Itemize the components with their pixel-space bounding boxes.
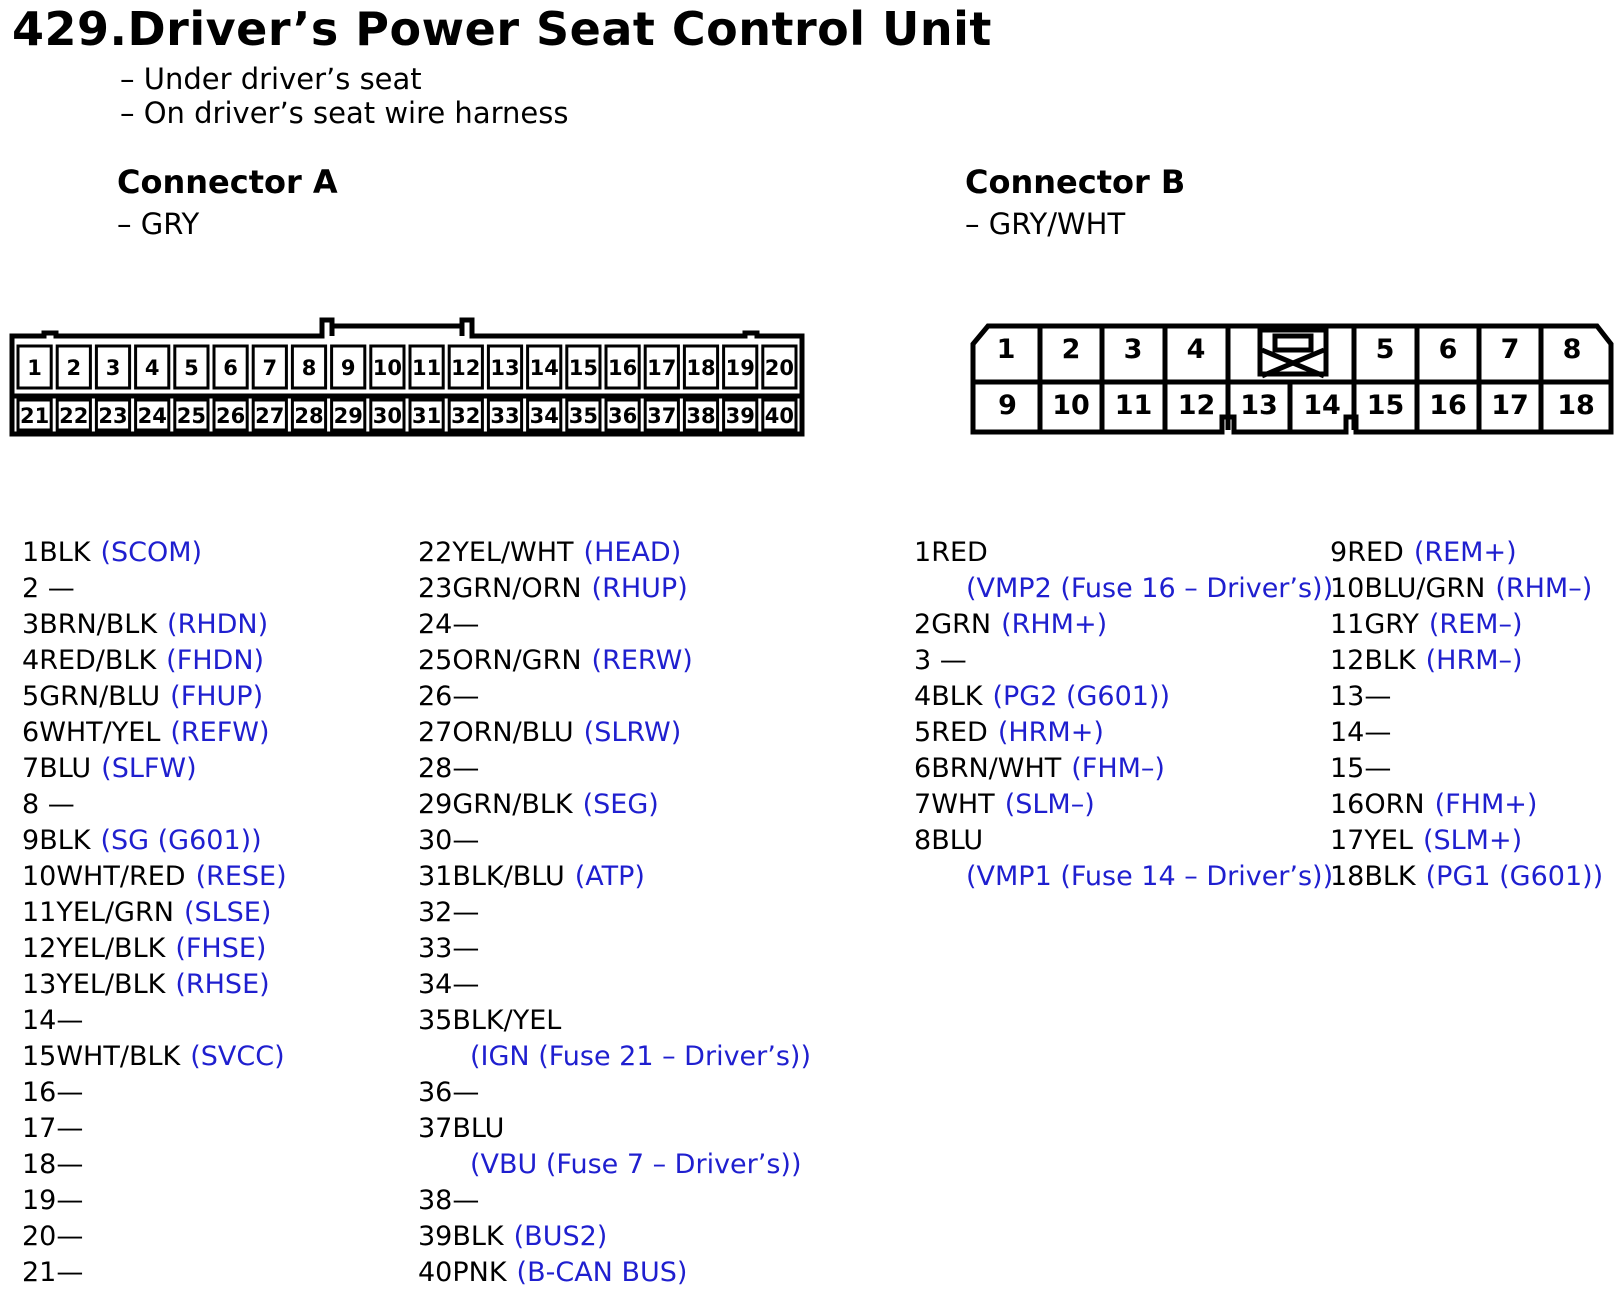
pin-row [418, 1003, 811, 1039]
pin-row [418, 787, 811, 823]
signal-name: (VBU (Fuse 7 – Driver’s)) [470, 1149, 802, 1180]
signal-name: (SLFW) [101, 753, 197, 784]
signal-name: (PG2 (G601)) [992, 681, 1171, 712]
pin-row [418, 535, 811, 571]
pin-row [1330, 679, 1603, 715]
pin-number: 22 [418, 537, 453, 568]
pin-number: 1 [22, 537, 40, 568]
pin-number: 30 [418, 825, 453, 856]
wire-color: BLK [1364, 861, 1416, 892]
pin-number: 8 [22, 789, 40, 820]
pin-row [22, 1219, 287, 1255]
pin-row [418, 931, 811, 967]
pin-row [22, 1075, 287, 1111]
wire-color: BLK [1364, 645, 1416, 676]
location-line: – Under driver’s seat [120, 62, 422, 96]
signal-name: (BUS2) [513, 1221, 608, 1252]
wire-color: RED [931, 717, 988, 748]
connector-b-color: – GRY/WHT [965, 207, 1126, 241]
pin-row [22, 895, 287, 931]
wire-color: — [1364, 753, 1392, 784]
pin-row [1330, 859, 1603, 895]
pin-row [418, 823, 811, 859]
wire-color: BLU [452, 1113, 505, 1144]
signal-name: (B-CAN BUS) [516, 1257, 688, 1288]
signal-name: (IGN (Fuse 21 – Driver’s)) [470, 1041, 811, 1072]
connector-b-title: Connector B [965, 163, 1186, 201]
wire-color: — [452, 753, 480, 784]
connector-a-pin-label: 23 [98, 404, 128, 428]
pin-number: 11 [1330, 609, 1365, 640]
pin-row [418, 967, 811, 1003]
wire-color: — [56, 1185, 84, 1216]
signal-name: (SEG) [582, 789, 659, 820]
connector-a-pin-label: 12 [451, 356, 481, 380]
pin-number: 36 [418, 1077, 453, 1108]
connector-b-pin-label: 15 [1366, 390, 1405, 421]
pin-row [914, 679, 1333, 715]
connector-b-pin-label: 16 [1429, 390, 1467, 421]
connector-a-pin-label: 16 [607, 356, 638, 380]
pin-row [418, 751, 811, 787]
pin-number: 6 [22, 717, 40, 748]
connector-a-pin-label: 6 [223, 356, 238, 380]
signal-name: (VMP1 (Fuse 14 – Driver’s)) [966, 861, 1334, 892]
wire-color: BLK [39, 537, 91, 568]
pin-row [22, 715, 287, 751]
connector-b-pin-label: 3 [1123, 334, 1143, 365]
wire-color: — [56, 1005, 84, 1036]
connector-a-pin-label: 2 [66, 356, 82, 380]
connector-b-pin-label: 8 [1562, 334, 1582, 365]
pin-row [418, 1255, 811, 1291]
pin-row [1330, 643, 1603, 679]
wire-color: BLK/BLU [452, 861, 565, 892]
connector-a-pin-label: 37 [647, 404, 677, 428]
wire-color: — [56, 1221, 84, 1252]
pin-list-connector-b-2 [1330, 535, 1603, 895]
connector-a-pin-label: 3 [105, 356, 121, 380]
connector-b-pin-label: 5 [1375, 334, 1395, 365]
connector-b-blocked-cavity [1275, 336, 1311, 350]
wire-color: — [452, 1077, 480, 1108]
pin-number: 8 [914, 825, 932, 856]
signal-name: (SLM–) [1004, 789, 1095, 820]
pin-number: 32 [418, 897, 453, 928]
pin-number: 15 [22, 1041, 57, 1072]
pin-number: 2 [914, 609, 932, 640]
signal-name: (RHDN) [167, 609, 269, 640]
location-line: – On driver’s seat wire harness [120, 96, 569, 130]
signal-name: (SLRW) [583, 717, 682, 748]
pin-row [1330, 787, 1603, 823]
wire-color: RED [931, 537, 988, 568]
pin-row [914, 859, 1333, 895]
wire-color: — [56, 1113, 84, 1144]
pin-number: 18 [1330, 861, 1365, 892]
pin-number: 3 [914, 645, 932, 676]
pin-number: 7 [22, 753, 40, 784]
wire-color: — [452, 897, 480, 928]
wire-color: BLU/GRN [1364, 573, 1486, 604]
pin-number: 12 [22, 933, 57, 964]
pin-row [22, 535, 287, 571]
pin-number: 17 [22, 1113, 57, 1144]
pin-row [22, 571, 287, 607]
wire-color: BLU [931, 825, 984, 856]
connector-a-pin-label: 35 [568, 404, 599, 428]
pin-row [418, 607, 811, 643]
pin-row [418, 1183, 811, 1219]
pin-number: 15 [1330, 753, 1365, 784]
pin-number: 14 [22, 1005, 57, 1036]
wire-color: GRN [931, 609, 992, 640]
wire-color: BLK [39, 825, 91, 856]
signal-name: (FHM–) [1071, 753, 1165, 784]
connector-b-pin-label: 12 [1177, 390, 1216, 421]
pin-row [418, 859, 811, 895]
wire-color: — [1364, 681, 1392, 712]
connector-a-pin-label: 36 [607, 404, 638, 428]
connector-a-pin-label: 39 [725, 404, 755, 428]
wire-color: — [452, 1185, 480, 1216]
pin-number: 3 [22, 609, 40, 640]
signal-name: (SLM+) [1422, 825, 1523, 856]
signal-name: (SLSE) [183, 897, 272, 928]
wire-color: BRN/BLK [39, 609, 158, 640]
pin-number: 13 [22, 969, 57, 1000]
connector-b-pin-label: 4 [1186, 334, 1206, 365]
connector-a-pin-label: 27 [255, 404, 285, 428]
wire-color: — [56, 1257, 84, 1288]
wire-color: — [1364, 717, 1392, 748]
pin-row [1330, 571, 1603, 607]
connector-b-pin-label: 6 [1438, 334, 1458, 365]
wire-color: BRN/WHT [931, 753, 1062, 784]
pin-number: 2 [22, 573, 40, 604]
wire-color: PNK [452, 1257, 507, 1288]
pin-number: 9 [1330, 537, 1348, 568]
connector-a-pin-label: 20 [764, 356, 795, 380]
pin-row [914, 751, 1333, 787]
signal-name: (RERW) [591, 645, 693, 676]
connector-a-pin-label: 33 [490, 404, 520, 428]
pin-row [1330, 751, 1603, 787]
signal-name: (RHSE) [175, 969, 270, 1000]
connector-a-pin-label: 18 [686, 356, 716, 380]
pin-number: 18 [22, 1149, 57, 1180]
connector-a-pin-label: 17 [647, 356, 677, 380]
connector-a-pin-label: 34 [529, 404, 559, 428]
wire-color: WHT/BLK [56, 1041, 181, 1072]
wire-color: YEL [1364, 825, 1413, 856]
connector-b-pin-label: 7 [1500, 334, 1520, 365]
pin-number: 28 [418, 753, 453, 784]
pin-row [22, 607, 287, 643]
pin-row [22, 643, 287, 679]
pin-number: 24 [418, 609, 453, 640]
pin-row [914, 715, 1333, 751]
signal-name: (RESE) [195, 861, 287, 892]
wire-color: — [452, 933, 480, 964]
wire-color: WHT/RED [56, 861, 186, 892]
pin-row [418, 1111, 811, 1147]
pin-number: 11 [22, 897, 57, 928]
pin-row [1330, 823, 1603, 859]
signal-name: (FHUP) [170, 681, 264, 712]
connector-a-pin-label: 4 [144, 356, 160, 380]
pin-row [22, 859, 287, 895]
connector-b-pin-label: 9 [998, 390, 1017, 421]
pin-row [22, 1003, 287, 1039]
pin-number: 16 [1330, 789, 1365, 820]
connector-b-pin-label: 13 [1240, 390, 1278, 421]
pin-row [22, 1147, 287, 1183]
pin-number: 21 [22, 1257, 57, 1288]
wire-color: — [452, 609, 480, 640]
wire-color: YEL/GRN [56, 897, 174, 928]
pin-number: 13 [1330, 681, 1365, 712]
signal-name: (HRM+) [997, 717, 1104, 748]
pin-row [914, 571, 1333, 607]
pin-number: 10 [22, 861, 57, 892]
wire-color: YEL/BLK [56, 933, 166, 964]
signal-name: (FHDN) [166, 645, 265, 676]
pin-row [914, 607, 1333, 643]
signal-name: (FHM+) [1434, 789, 1538, 820]
pin-row [1330, 607, 1603, 643]
pin-number: 7 [914, 789, 932, 820]
wire-color: RED [1347, 537, 1404, 568]
pin-row [22, 1183, 287, 1219]
pin-list-connector-a-1 [22, 535, 287, 1291]
pin-row [22, 1039, 287, 1075]
connector-a-pin-label: 21 [19, 404, 50, 428]
wire-color: BLK [931, 681, 983, 712]
signal-name: (RHM–) [1495, 573, 1593, 604]
connector-b-pin-label: 11 [1114, 390, 1153, 421]
wire-color: — [56, 1149, 84, 1180]
pin-row [22, 931, 287, 967]
pin-number: 16 [22, 1077, 57, 1108]
wire-color: ORN/GRN [452, 645, 582, 676]
pin-number: 38 [418, 1185, 453, 1216]
connector-a-pin-label: 31 [411, 404, 442, 428]
signal-name: (ATP) [574, 861, 645, 892]
pin-row [22, 679, 287, 715]
connector-a-pin-label: 5 [184, 356, 199, 380]
pin-number: 6 [914, 753, 932, 784]
wire-color: YEL/BLK [56, 969, 166, 1000]
connector-a-pin-label: 8 [301, 356, 317, 380]
connector-a-pin-label: 38 [686, 404, 716, 428]
wire-color: GRY [1364, 609, 1419, 640]
pin-number: 35 [418, 1005, 453, 1036]
connector-a-pin-label: 19 [725, 356, 755, 380]
pin-number: 12 [1330, 645, 1365, 676]
wire-color: YEL/WHT [452, 537, 574, 568]
pin-number: 40 [418, 1257, 453, 1288]
wire-color: BLU [39, 753, 92, 784]
pin-row [914, 787, 1333, 823]
signal-name: (FHSE) [175, 933, 267, 964]
wire-color: GRN/BLU [39, 681, 161, 712]
wire-color: ORN/BLU [452, 717, 574, 748]
signal-name: (RHM+) [1001, 609, 1108, 640]
connector-a-pin-label: 32 [451, 404, 481, 428]
pin-number: 27 [418, 717, 453, 748]
wire-color: WHT/YEL [39, 717, 161, 748]
pin-row [22, 1255, 287, 1291]
pin-number: 26 [418, 681, 453, 712]
connector-a-pin-label: 30 [372, 404, 403, 428]
pin-row [418, 679, 811, 715]
connector-a-pin-label: 14 [529, 356, 559, 380]
pin-row [418, 1147, 811, 1183]
wire-color: RED/BLK [39, 645, 157, 676]
connector-diagrams [0, 0, 1621, 470]
wire-color: ORN [1364, 789, 1425, 820]
signal-name: (REM+) [1413, 537, 1517, 568]
connector-b-cells [997, 326, 1595, 430]
pin-row [418, 1075, 811, 1111]
pin-row [418, 1039, 811, 1075]
pin-row [22, 787, 287, 823]
signal-name: (REFW) [170, 717, 270, 748]
pin-number: 4 [22, 645, 40, 676]
wire-color: GRN/BLK [452, 789, 573, 820]
pin-row [418, 895, 811, 931]
pin-number: 31 [418, 861, 453, 892]
wire-color: — [452, 681, 480, 712]
signal-name: (HEAD) [583, 537, 682, 568]
pin-row [914, 535, 1333, 571]
pin-number: 34 [418, 969, 453, 1000]
signal-name: (PG1 (G601)) [1425, 861, 1604, 892]
pin-row [914, 643, 1333, 679]
signal-name: (VMP2 (Fuse 16 – Driver’s)) [966, 573, 1334, 604]
pin-number: 5 [914, 717, 932, 748]
pin-number: 20 [22, 1221, 57, 1252]
pin-row [1330, 715, 1603, 751]
connector-b-pin-label: 1 [996, 334, 1016, 365]
pin-row [418, 1219, 811, 1255]
connector-a-pin-label: 9 [340, 356, 356, 380]
connector-b-pin-label: 14 [1303, 390, 1341, 421]
pin-number: 4 [914, 681, 932, 712]
pin-row [418, 571, 811, 607]
connector-b-pin-label: 18 [1557, 390, 1595, 421]
pin-number: 29 [418, 789, 453, 820]
connector-a-pin-label: 26 [215, 404, 246, 428]
connector-b-pin-label: 2 [1061, 334, 1081, 365]
signal-name: (HRM–) [1425, 645, 1523, 676]
wire-color: — [39, 573, 75, 604]
signal-name: (REM–) [1428, 609, 1523, 640]
pin-number: 9 [22, 825, 40, 856]
pin-row [914, 823, 1333, 859]
connector-a-pin-label: 7 [262, 356, 278, 380]
connector-a-pin-label: 11 [411, 356, 442, 380]
pin-list-connector-a-2 [418, 535, 811, 1291]
pin-row [22, 1111, 287, 1147]
wire-color: WHT [931, 789, 995, 820]
signal-name: (SVCC) [190, 1041, 285, 1072]
pin-row [1330, 535, 1603, 571]
pin-number: 5 [22, 681, 40, 712]
wire-color: — [931, 645, 967, 676]
pin-number: 19 [22, 1185, 57, 1216]
pin-number: 23 [418, 573, 453, 604]
wire-color: — [56, 1077, 84, 1108]
pin-row [418, 715, 811, 751]
connector-a-pin-label: 25 [176, 404, 207, 428]
page-title: 429.Driver’s Power Seat Control Unit [12, 2, 992, 56]
pin-number: 25 [418, 645, 453, 676]
pin-row [22, 967, 287, 1003]
connector-a-pin-label: 22 [59, 404, 89, 428]
connector-a-pin-label: 40 [764, 404, 795, 428]
pin-row [22, 751, 287, 787]
wire-color: GRN/ORN [452, 573, 582, 604]
pin-row [22, 823, 287, 859]
pin-number: 14 [1330, 717, 1365, 748]
pin-row [418, 643, 811, 679]
wire-color: — [39, 789, 75, 820]
connector-a-pin-label: 10 [372, 356, 403, 380]
pin-number: 17 [1330, 825, 1365, 856]
connector-a-pin-label: 1 [27, 356, 42, 380]
pin-number: 1 [914, 537, 932, 568]
wire-color: — [452, 825, 480, 856]
connector-a-cells [18, 346, 796, 430]
connector-a-pin-label: 13 [490, 356, 520, 380]
connector-a-pin-label: 24 [137, 404, 167, 428]
connector-b-pin-label: 10 [1052, 390, 1090, 421]
connector-a-color: – GRY [117, 207, 200, 241]
connector-a-pin-label: 29 [333, 404, 363, 428]
signal-name: (SG (G601)) [100, 825, 262, 856]
wire-color: — [452, 969, 480, 1000]
signal-name: (SCOM) [100, 537, 203, 568]
connector-a-pin-label: 28 [294, 404, 324, 428]
wire-color: BLK/YEL [452, 1005, 562, 1036]
pin-number: 37 [418, 1113, 453, 1144]
connector-a-pin-label: 15 [568, 356, 599, 380]
connector-b-pin-label: 17 [1491, 390, 1529, 421]
connector-a-title: Connector A [117, 163, 338, 201]
signal-name: (RHUP) [591, 573, 688, 604]
pin-number: 10 [1330, 573, 1365, 604]
pin-number: 39 [418, 1221, 453, 1252]
wire-color: BLK [452, 1221, 504, 1252]
pin-list-connector-b-1 [914, 535, 1333, 895]
pin-number: 33 [418, 933, 453, 964]
